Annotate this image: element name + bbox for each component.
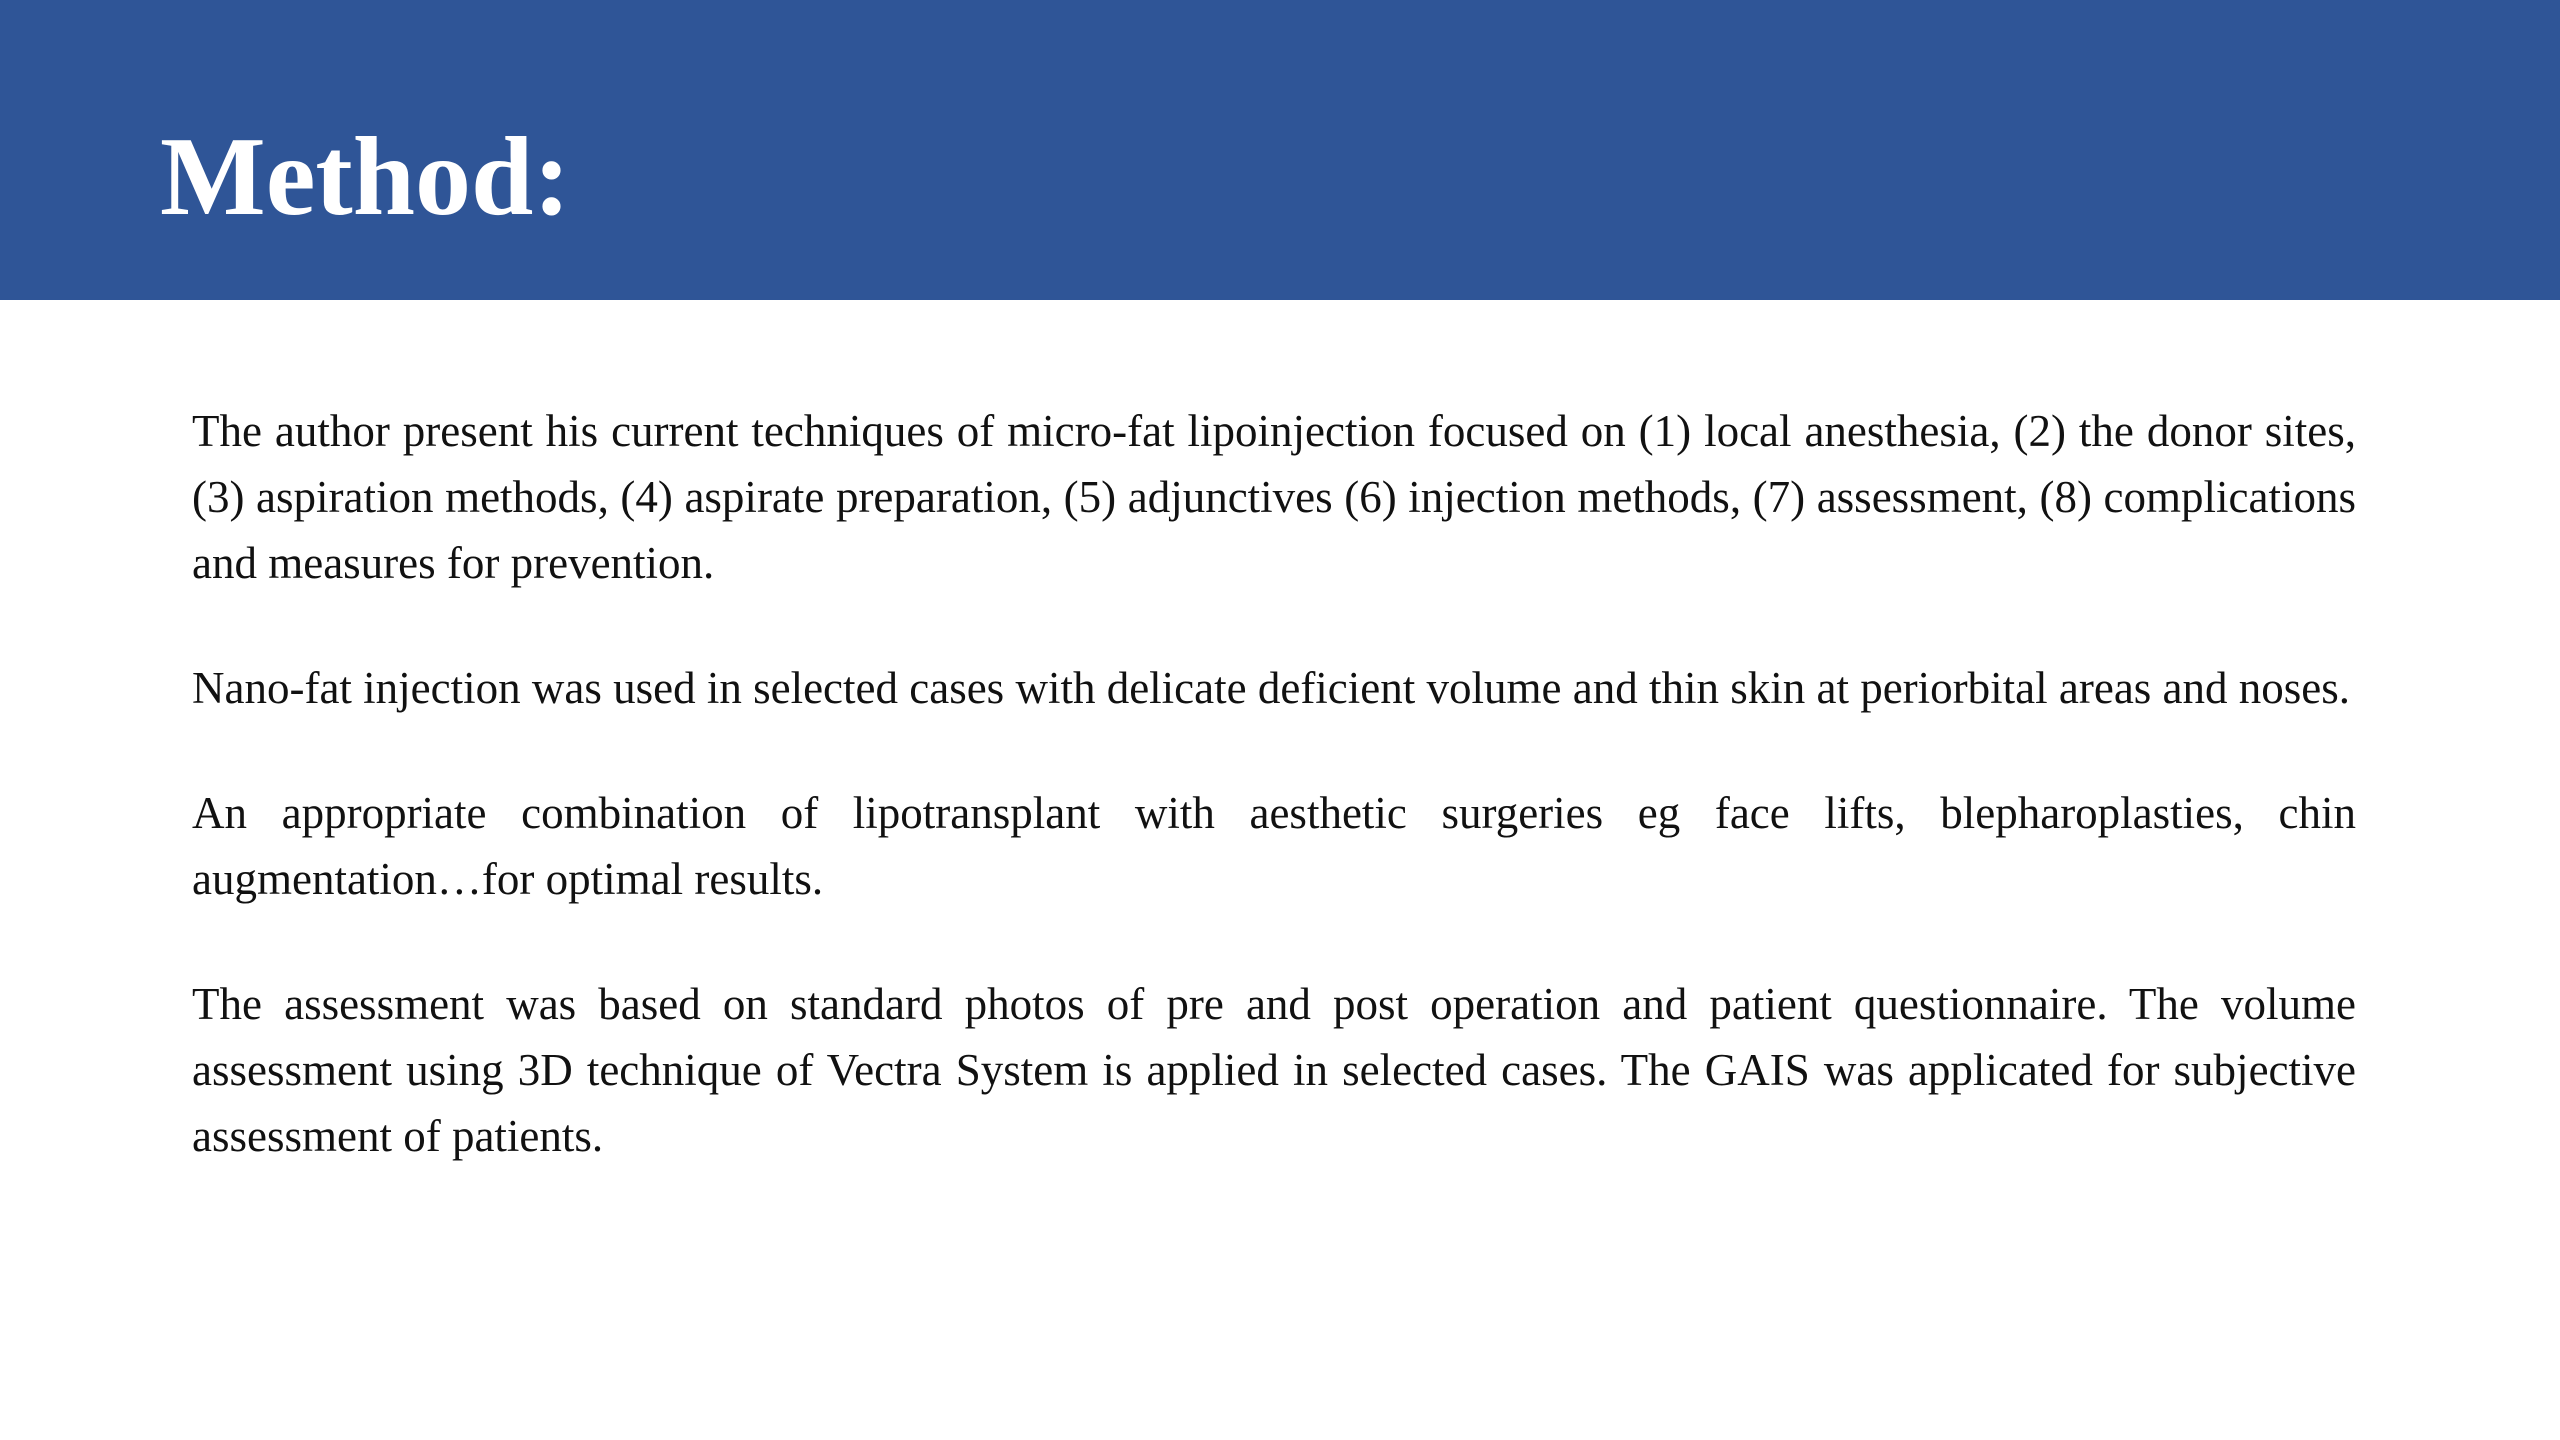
paragraph-nano-fat: Nano-fat injection was used in selected cases with delicate deficient volume and thin skin at periorbital areas and noses. bbox=[192, 663, 2351, 713]
slide-title: Method: bbox=[160, 115, 571, 239]
paragraph-techniques: The author present his current techniques of micro-fat lipoinjection focused on (1) local anesthesia, (2) the donor sites, (3) aspiration methods, (4) aspirate preparation, (5) adjunctives (6) injection methods, (7) assessment, (8) complications and measures for prevention. bbox=[192, 406, 2356, 588]
paragraph-assessment: The assessment was based on standard photos of pre and post operation and patient questionnaire. The volume assessment using 3D technique of Vectra System is applied in selected cases. The GAIS was applicated for subjective assessment of patients. bbox=[192, 979, 2356, 1161]
slide-body bbox=[192, 398, 2356, 1228]
paragraph-combination: An appropriate combination of lipotransplant with aesthetic surgeries eg face lifts, blepharoplasties, chin augmentation…for optimal results. bbox=[192, 788, 2356, 904]
header-band bbox=[0, 0, 2560, 300]
